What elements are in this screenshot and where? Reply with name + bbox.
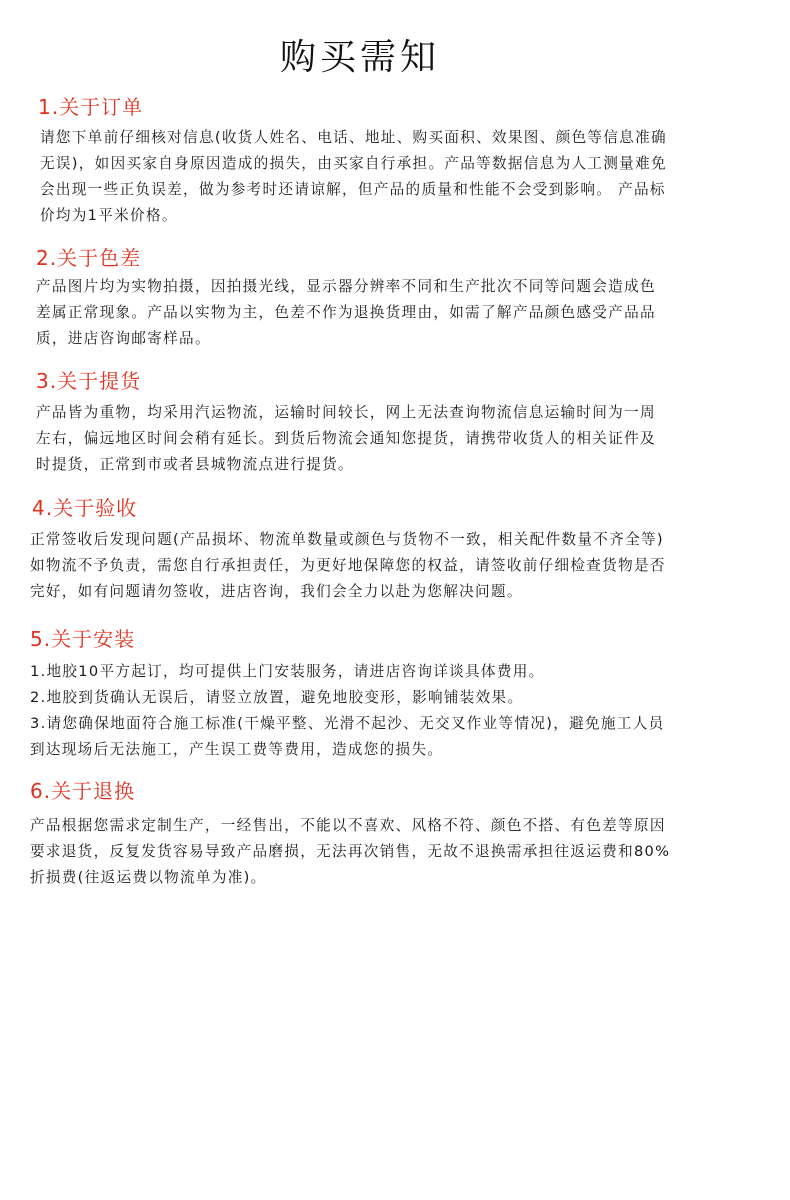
text-line: 折损费(往返运费以物流单为准)。: [30, 869, 267, 886]
text-line: 2.地胶到货确认无误后，请竖立放置，避免地胶变形，影响铺装效果。: [30, 689, 524, 706]
text-line: 正常签收后发现问题(产品损坏、物流单数量或颜色与货物不一致，相关配件数量不齐全等): [30, 531, 664, 548]
section-heading-pickup: 3.关于提货: [36, 369, 142, 393]
text-line: 完好，如有问题请勿签收，进店咨询，我们会全力以赴为您解决问题。: [30, 583, 523, 600]
section-heading-inspection: 4.关于验收: [32, 496, 138, 520]
text-line: 时提货，正常到市或者县城物流点进行提货。: [36, 456, 354, 473]
section-heading-order: 1.关于订单: [38, 95, 144, 119]
text-line: 请您下单前仔细核对信息(收货人姓名、电话、地址、购买面积、效果图、颜色等信息准确: [40, 129, 667, 146]
text-line: 产品图片均为实物拍摄，因拍摄光线，显示器分辨率不同和生产批次不同等问题会造成色: [36, 278, 656, 295]
section-body-returns: [30, 813, 670, 891]
text-line: 到达现场后无法施工，产生误工费等费用，造成您的损失。: [30, 741, 444, 758]
text-line: 要求退货，反复发货容易导致产品磨损，无法再次销售，无故不退换需承担往返运费和80%: [30, 843, 671, 860]
section-heading-installation: 5.关于安装: [30, 627, 136, 651]
section-body-installation: [30, 659, 664, 763]
section-body-color-difference: [36, 274, 656, 352]
text-line: 价均为1平米价格。: [40, 207, 178, 224]
text-line: 1.地胶10平方起订，均可提供上门安装服务，请进店咨询详谈具体费用。: [30, 663, 545, 680]
section-body-pickup: [36, 400, 656, 478]
text-line: 产品根据您需求定制生产，一经售出，不能以不喜欢、风格不符、颜色不搭、有色差等原因: [30, 817, 666, 834]
text-line: 左右，偏远地区时间会稍有延长。到货后物流会通知您提货，请携带收货人的相关证件及: [36, 430, 656, 447]
text-line: 会出现一些正负误差，做为参考时还请谅解，但产品的质量和性能不会受到影响。 产品标: [40, 181, 666, 198]
section-body-order: [40, 125, 667, 229]
text-line: 质，进店咨询邮寄样品。: [36, 330, 211, 347]
text-line: 差属正常现象。产品以实物为主，色差不作为退换货理由，如需了解产品颜色感受产品品: [36, 304, 656, 321]
text-line: 如物流不予负责，需您自行承担责任，为更好地保障您的权益，请签收前仔细检查货物是否: [30, 557, 666, 574]
text-line: 无误)，如因买家自身原因造成的损失，由买家自行承担。产品等数据信息为人工测量难免: [40, 155, 667, 172]
section-heading-color-difference: 2.关于色差: [36, 246, 142, 270]
section-body-inspection: [30, 527, 666, 605]
page-title: 购买需知: [279, 37, 440, 78]
text-line: 3.请您确保地面符合施工标准(干燥平整、光滑不起沙、无交叉作业等情况)，避免施工人员: [30, 715, 665, 732]
text-line: 产品皆为重物，均采用汽运物流，运输时间较长，网上无法查询物流信息运输时间为一周: [36, 404, 656, 421]
section-heading-returns: 6.关于退换: [30, 779, 136, 803]
